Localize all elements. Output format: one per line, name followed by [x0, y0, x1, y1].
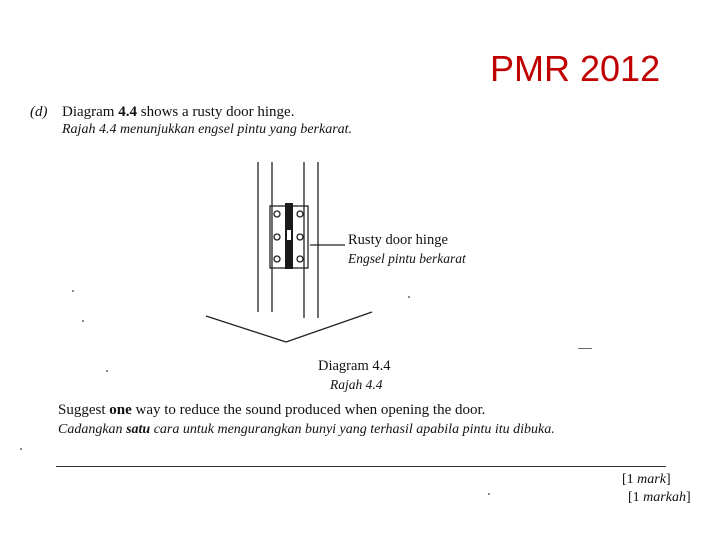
mark-en-close: ]: [665, 472, 671, 487]
scan-speck: [82, 320, 84, 322]
mark-ms-close: ]: [685, 490, 691, 505]
mark-allocation-en: [622, 472, 671, 488]
mark-allocation-ms: [628, 490, 691, 506]
diagram-caption-ms: Rajah 4.4: [330, 377, 383, 392]
task-text-en-a: Suggest: [58, 402, 110, 418]
task-text-ms-c: cara untuk mengurangkan bunyi yang terhasil apabila pintu itu dibuka.: [150, 422, 555, 437]
exam-header: PMR 2012: [490, 48, 661, 89]
diagram-caption-en: Diagram 4.4: [318, 358, 391, 374]
mark-ms-word: markah: [643, 490, 686, 505]
scan-speck: [20, 448, 22, 450]
question-label-text: (d): [30, 104, 48, 120]
floor-line-left: [206, 316, 286, 342]
screw-icon: [274, 234, 280, 240]
scan-speck: [106, 370, 108, 372]
screw-icon: [297, 234, 303, 240]
screw-icon: [297, 211, 303, 217]
scan-speck: [72, 290, 74, 292]
screw-icon: [274, 256, 280, 262]
task-text-ms-a: Cadangkan: [58, 422, 127, 437]
hinge-leaf-right: [292, 206, 308, 268]
question-text-en-b: 4.4: [118, 104, 137, 120]
screw-icon: [274, 211, 280, 217]
mark-ms-open: [1: [628, 490, 644, 505]
scan-speck: [578, 348, 592, 349]
scan-speck: [488, 493, 490, 495]
question-text-en-a: Diagram: [62, 104, 119, 120]
question-text-en-c: shows a rusty door hinge.: [136, 104, 295, 120]
task-text-en: [58, 402, 485, 419]
task-text-en-b: one: [109, 402, 132, 418]
screw-icon: [297, 256, 303, 262]
task-text-ms-b: satu: [126, 422, 151, 437]
callout-label-ms: Engsel pintu berkarat: [348, 251, 466, 266]
mark-en-open: [1: [622, 472, 638, 487]
callout-label-en: Rusty door hinge: [348, 232, 448, 248]
question-text-ms: Rajah 4.4 menunjukkan engsel pintu yang berkarat.: [62, 122, 353, 137]
task-text-en-c: way to reduce the sound produced when opening the door.: [131, 402, 486, 418]
scan-speck: [408, 296, 410, 298]
task-text-ms: [58, 422, 555, 438]
answer-line[interactable]: [56, 466, 666, 467]
floor-line-right: [286, 312, 372, 342]
mark-en-word: mark: [637, 472, 666, 487]
